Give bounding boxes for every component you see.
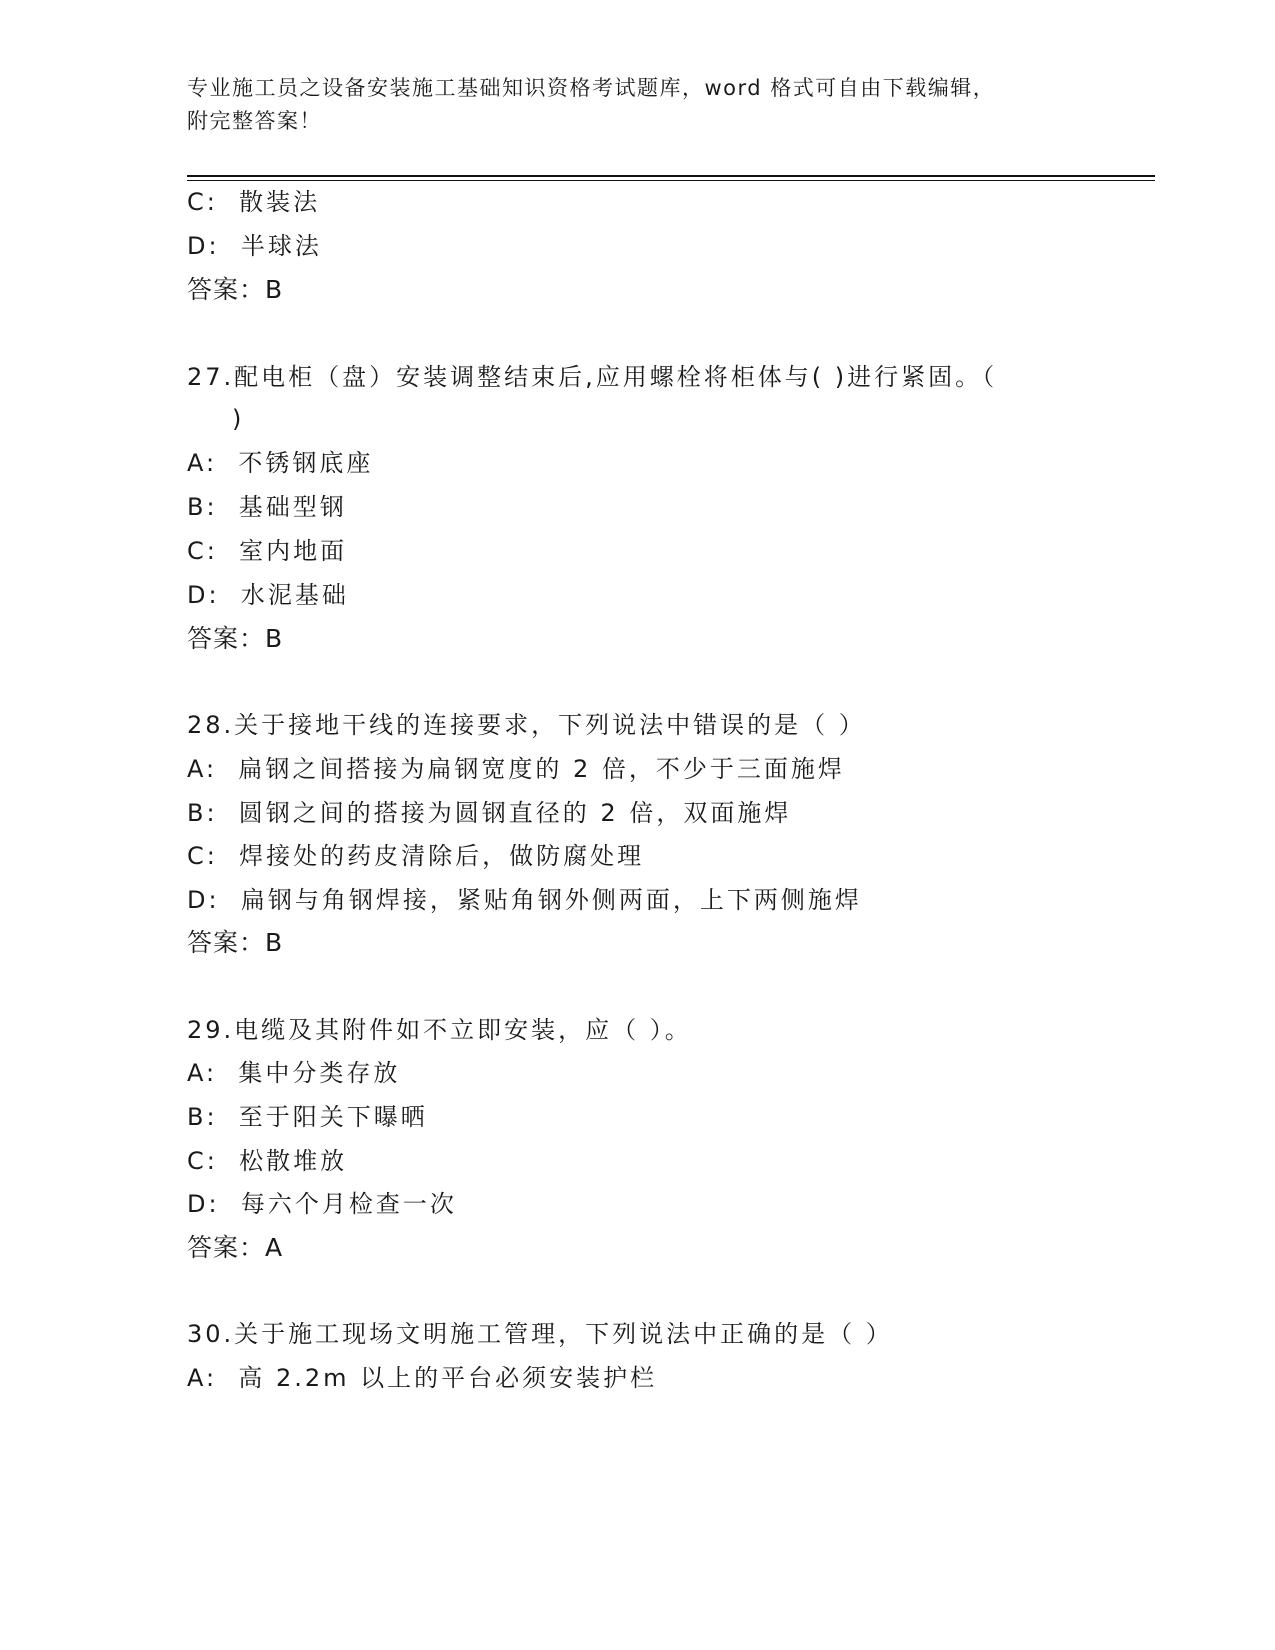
q28-option-a: A: 扁钢之间搭接为扁钢宽度的 2 倍，不少于三面施焊 <box>187 755 845 783</box>
q29-option-b: B: 至于阳关下曝晒 <box>187 1103 428 1131</box>
header-divider-thin <box>187 180 1155 181</box>
q27-stem: 27.配电柜（盘）安装调整结束后,应用螺栓将柜体与( )进行紧固。（ <box>187 363 998 391</box>
header-line-2: 附完整答案！ <box>187 109 322 133</box>
q28-option-d: D: 扁钢与角钢焊接，紧贴角钢外侧两面，上下两侧施焊 <box>187 886 862 914</box>
q27-option-b: B: 基础型钢 <box>187 493 347 521</box>
q29-answer: 答案：A <box>187 1233 284 1262</box>
q28-option-c: C: 焊接处的药皮清除后，做防腐处理 <box>187 842 645 870</box>
q29-option-a: A: 集中分类存放 <box>187 1059 401 1087</box>
q29-stem: 29.电缆及其附件如不立即安装，应（ ）。 <box>187 1016 692 1044</box>
q27-option-a: A: 不锈钢底座 <box>187 449 374 477</box>
q28-option-b: B: 圆钢之间的搭接为圆钢直径的 2 倍，双面施焊 <box>187 799 792 827</box>
header-divider <box>187 175 1155 177</box>
q29-option-c: C: 松散堆放 <box>187 1147 348 1175</box>
q27-option-d: D: 水泥基础 <box>187 581 349 609</box>
q29-option-d: D: 每六个月检查一次 <box>187 1190 457 1218</box>
q27-answer: 答案：B <box>187 624 284 653</box>
q27-option-c: C: 室内地面 <box>187 537 348 565</box>
q26-answer: 答案：B <box>187 275 284 304</box>
q26-option-d: D: 半球法 <box>187 232 322 260</box>
q26-option-c: C: 散装法 <box>187 188 321 216</box>
q30-stem: 30.关于施工现场文明施工管理，下列说法中正确的是（ ） <box>187 1320 893 1348</box>
q27-stem-continuation: ) <box>232 405 242 433</box>
q30-option-a: A: 高 2.2m 以上的平台必须安装护栏 <box>187 1364 658 1392</box>
header-line-1: 专业施工员之设备安装施工基础知识资格考试题库，word 格式可自由下载编辑， <box>187 76 996 100</box>
q28-answer: 答案：B <box>187 928 284 957</box>
page-header <box>187 72 1067 138</box>
q28-stem: 28.关于接地干线的连接要求，下列说法中错误的是（ ） <box>187 711 866 739</box>
